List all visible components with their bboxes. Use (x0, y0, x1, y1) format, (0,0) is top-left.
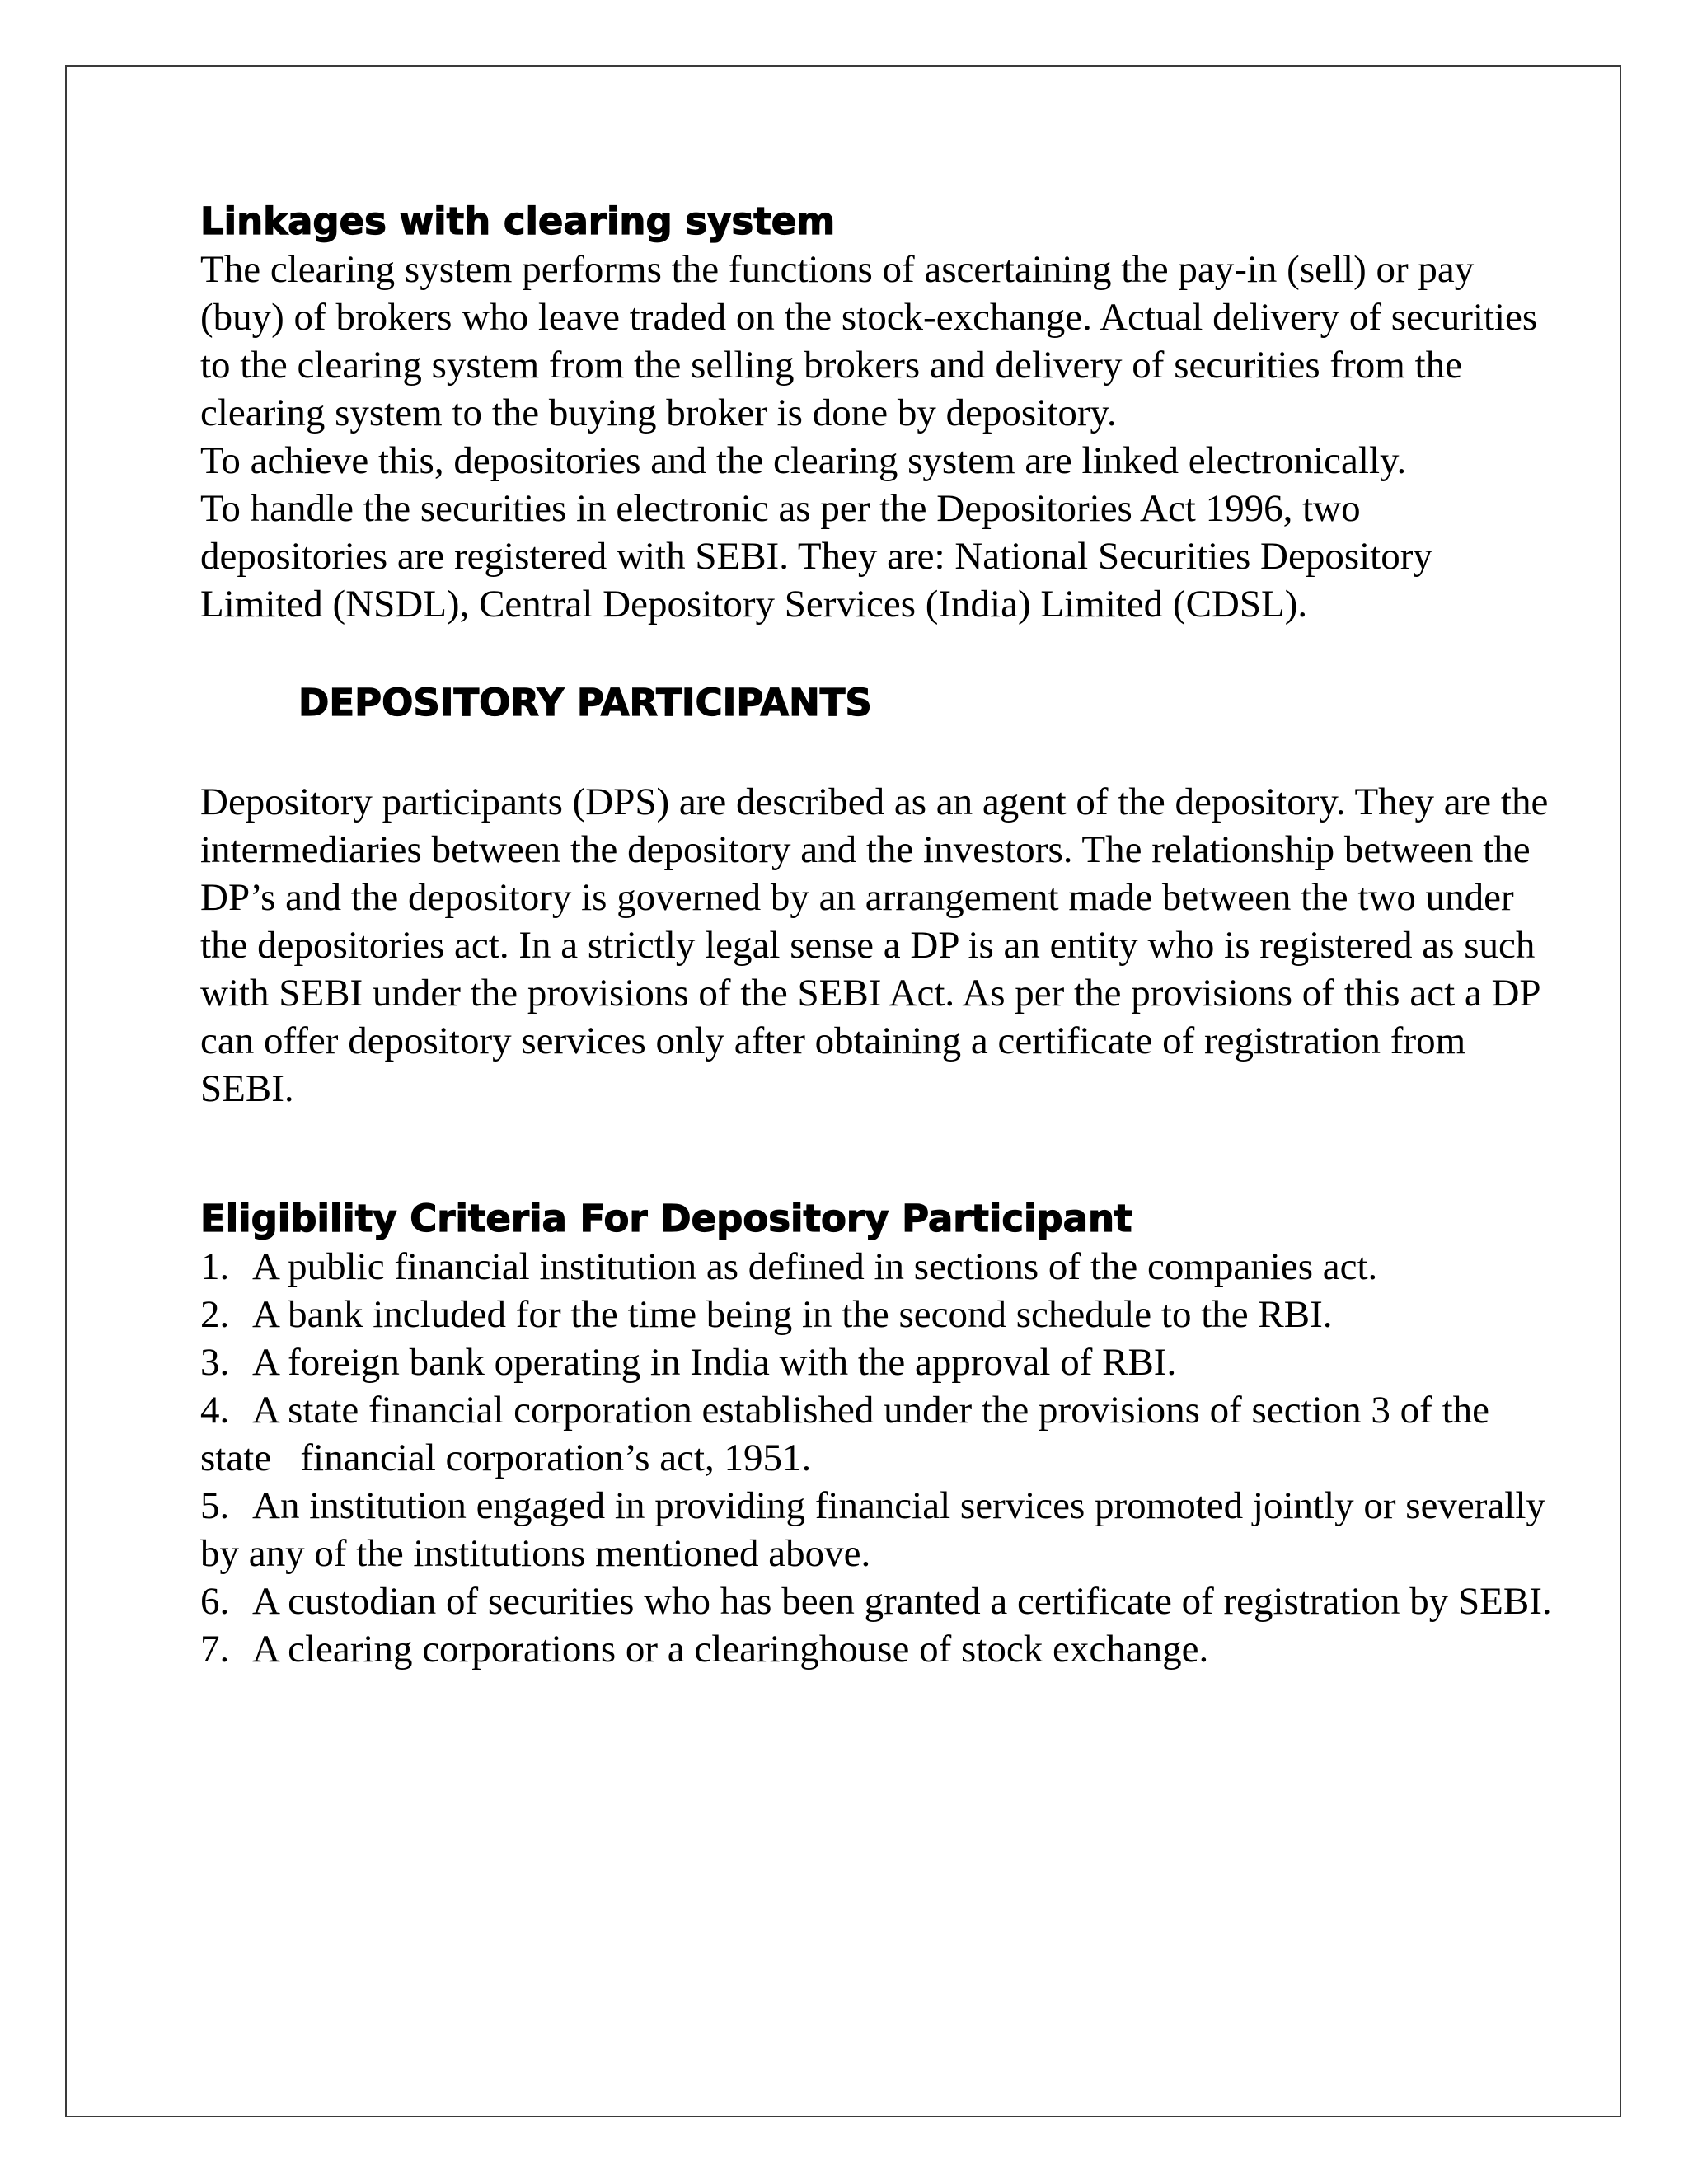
paragraph-linked-electronically: To achieve this, depositories and the clearing system are linked electronically. (200, 439, 1407, 482)
list-item: 6. A custodian of securities who has been granted a certificate of registration by SEBI. (200, 1580, 1552, 1623)
list-item: 1. A public financial institution as defined in sections of the companies act. (200, 1245, 1378, 1288)
section-heading-linkages: Linkages with clearing system (200, 199, 836, 243)
list-item: 3. A foreign bank operating in India with the approval of RBI. (200, 1341, 1177, 1384)
document-body (200, 198, 1552, 1673)
section-heading-depository-participants: DEPOSITORY PARTICIPANTS (298, 681, 872, 724)
section-heading-eligibility: Eligibility Criteria For Depository Participant (200, 1197, 1132, 1240)
paragraph-clearing-functions: The clearing system performs the functions of ascertaining the pay-in (sell) or pay (buy) of brokers who leave traded on the stock-exchange. Actual delivery of securities to the clearing system from the selling brokers and delivery of securities from the clearing system to the buying broker is done by depository. (200, 248, 1538, 434)
list-item: 7. A clearing corporations or a clearinghouse of stock exchange. (200, 1628, 1209, 1671)
list-item: 4. A state financial corporation established under the provisions of section 3 of the state financial corporation’s act, 1951. (200, 1389, 1499, 1479)
eligibility-list (200, 1243, 1552, 1673)
paragraph-depositories-registered: To handle the securities in electronic as per the Depositories Act 1996, two depositories are registered with SEBI. They are: National Securities Depository Limited (NSDL), Central Depository Services (India) Limited (CDSL). (200, 487, 1432, 626)
list-item: 5. An institution engaged in providing financial services promoted jointly or severally by any of the institutions mentioned above. (200, 1484, 1545, 1575)
list-item: 2. A bank included for the time being in the second schedule to the RBI. (200, 1293, 1333, 1336)
paragraph-dp-description: Depository participants (DPS) are described as an agent of the depository. They are the intermediaries between the depository and the investors. The relationship between the DP’s and the depository is governed by an arrangement made between the two under the depositories act. In a strictly legal sense a DP is an entity who is registered as such with SEBI under the provisions of the SEBI Act. As per the provisions of this act a DP can offer depository services only after obtaining a certificate of registration from SEBI. (200, 780, 1549, 1110)
